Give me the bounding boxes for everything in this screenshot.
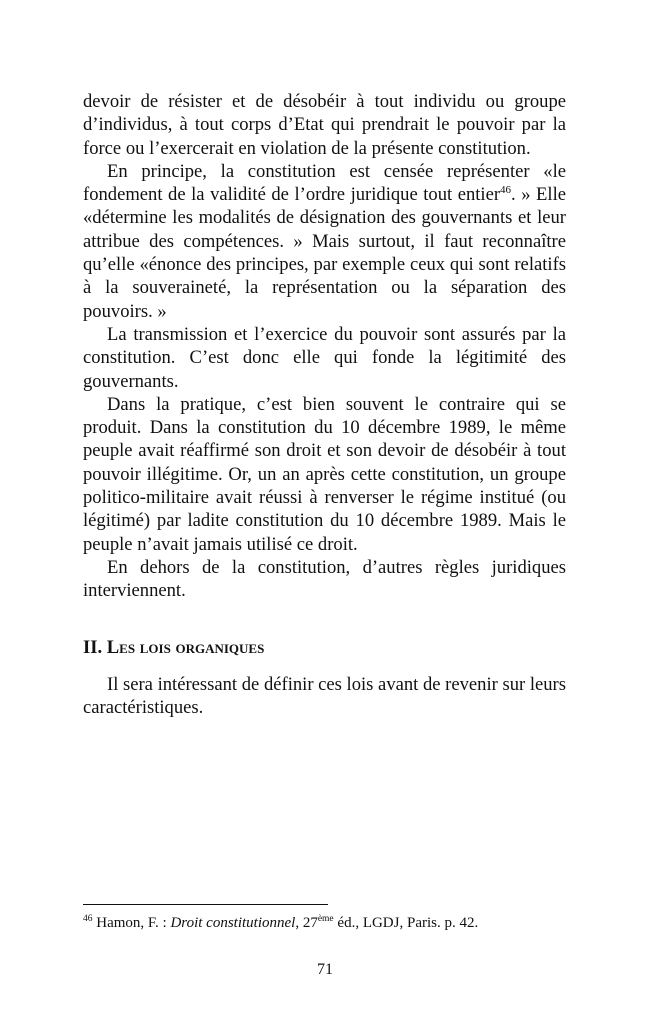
paragraph-continuation: devoir de résister et de désobéir à tout individu ou groupe d’individus, à tout corps d’Etat qui prendrait le pouvoir par la force ou l’exercerait en violation de la présente constitution.: [83, 91, 566, 159]
footnote-edition: , 27: [295, 915, 318, 931]
page-body: [83, 90, 566, 719]
footnote-title: Droit constitutionnel: [170, 915, 296, 931]
footnote: [83, 914, 566, 932]
section-heading: [83, 636, 566, 659]
paragraph-practice: Dans la pratique, c’est bien souvent le contraire qui se produit. Dans la constitution du 10 décembre 1989, le même peuple avait réaffirmé son droit et son devoir de désobéir à tout pouvoir illégitime. Or, un an après cette constitution, un groupe politico-militaire avait réussi à renverser le régime institué (ou légitimé) par ladite constitution du 10 décembre 1989. Mais le peuple n’avait jamais utilisé ce droit.: [83, 393, 566, 555]
page-number: 71: [317, 961, 333, 978]
paragraph-text: En principe, la constitution est censée représenter «le fondement de la validité de l’ordre juridique tout entier: [83, 160, 566, 206]
section-title: Les lois organiques: [106, 636, 265, 658]
footnote-separator: [83, 904, 328, 905]
paragraph-principle: [83, 160, 566, 323]
paragraph-other-rules: En dehors de la constitution, d’autres règles juridiques interviennent.: [83, 556, 566, 602]
footnote-edition-suffix: ème: [317, 914, 334, 924]
footnote-author: Hamon, F. :: [96, 915, 171, 931]
paragraph-text: . » Elle «détermine les modalités de désignation des gouvernants et leur attribue des compétences. » Mais surtout, il faut reconnaître qu’elle «énonce des principes, par exemple ceux qui sont relatifs à la souveraineté, la représentation ou la séparation des pouvoirs. »: [83, 184, 567, 322]
footnote-number: 46: [83, 914, 93, 924]
section-number: II.: [83, 636, 103, 658]
section-intro: Il sera intéressant de définir ces lois avant de revenir sur leurs caractéristiques.: [83, 673, 566, 719]
paragraph-transmission: La transmission et l’exercice du pouvoir sont assurés par la constitution. C’est donc elle qui fonde la légitimité des gouvernants.: [83, 323, 566, 392]
footnote-publisher: éd., LGDJ, Paris. p. 42.: [333, 915, 479, 931]
footnote-reference[interactable]: 46: [500, 184, 512, 196]
